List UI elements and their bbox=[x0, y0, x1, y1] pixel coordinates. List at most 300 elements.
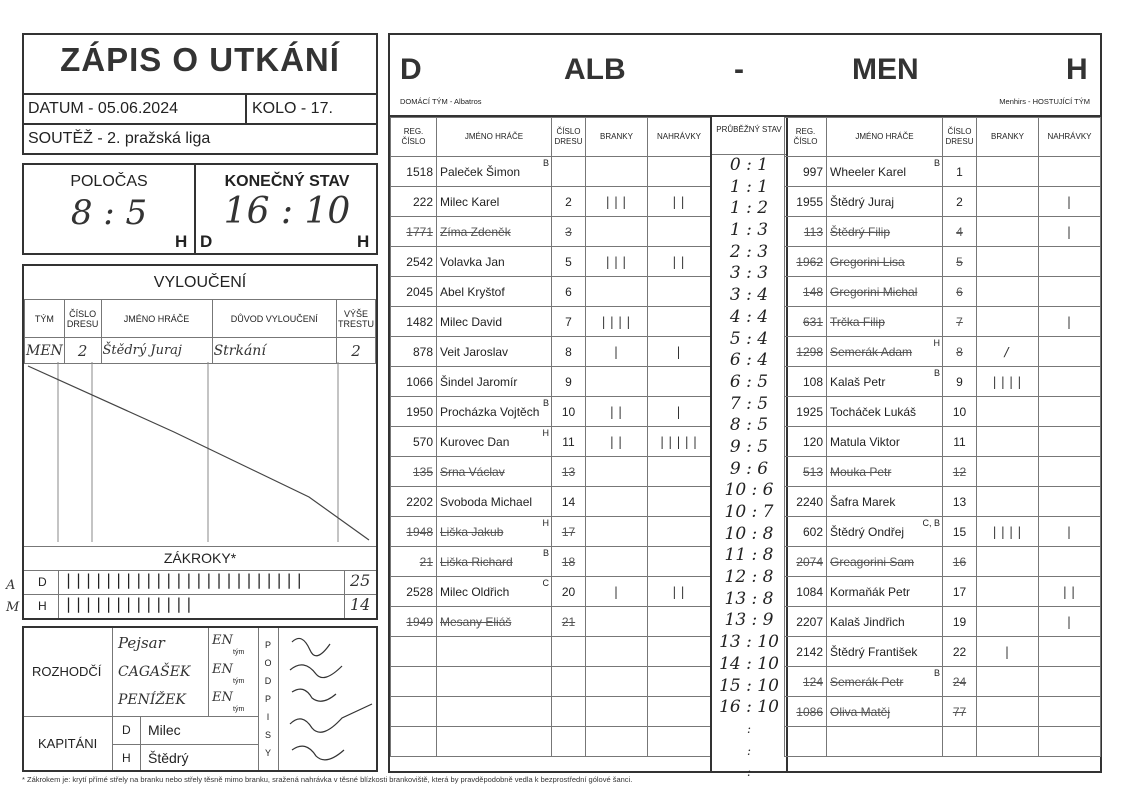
table-row bbox=[391, 277, 711, 307]
cell-reg bbox=[785, 547, 827, 577]
table-row bbox=[785, 457, 1101, 487]
cell-goals bbox=[586, 637, 648, 667]
col-reason: DŮVOD VYLOUČENÍ bbox=[212, 300, 336, 338]
cell-assists bbox=[648, 367, 711, 397]
cell-name bbox=[827, 247, 943, 277]
saves-d-total: 25 bbox=[350, 571, 371, 590]
player-goals: ||| bbox=[604, 194, 629, 209]
player-goals: ||| bbox=[604, 254, 629, 269]
final-score: 16 : 10 bbox=[223, 191, 351, 232]
side-mark-a: A bbox=[6, 578, 16, 593]
away-col-reg: REG. ČÍSLO bbox=[785, 118, 827, 157]
player-name: Oliva Matěj bbox=[830, 704, 891, 719]
player-num: 21 bbox=[561, 614, 576, 629]
player-name: Štědrý František bbox=[830, 644, 918, 659]
player-name: Mouka Petr bbox=[830, 464, 892, 479]
player-reg: 2542 bbox=[406, 254, 433, 269]
captain-h-name: Štědrý bbox=[148, 750, 189, 766]
table-row bbox=[785, 667, 1101, 697]
player-name: Milec David bbox=[440, 314, 503, 329]
table-row bbox=[785, 337, 1101, 367]
progress-score: 10 : 7 bbox=[724, 502, 774, 522]
score-box bbox=[22, 163, 378, 255]
cell-assists bbox=[648, 277, 711, 307]
cell-goals bbox=[586, 367, 648, 397]
progress-score: 14 : 10 bbox=[719, 653, 779, 674]
cell-reg bbox=[785, 727, 827, 757]
cell-goals bbox=[977, 187, 1039, 217]
player-assists: | bbox=[1065, 224, 1074, 239]
col-team: TÝM bbox=[25, 300, 65, 338]
match-date: DATUM - 05.06.2024 bbox=[28, 100, 178, 117]
cell-goals bbox=[977, 577, 1039, 607]
player-name: Liška Jakub bbox=[440, 524, 504, 539]
player-num: 6 bbox=[565, 284, 572, 299]
referee-3-team: EN bbox=[212, 690, 233, 705]
cell-reg bbox=[391, 307, 437, 337]
signatures-label: P O D P I S Y bbox=[264, 640, 272, 758]
cell-reg bbox=[391, 547, 437, 577]
cell-name bbox=[437, 367, 552, 397]
player-reg: 1298 bbox=[796, 344, 823, 359]
away-players-table bbox=[784, 117, 1101, 757]
exclusions-box bbox=[22, 264, 378, 620]
player-num: 6 bbox=[956, 284, 963, 299]
cell-num bbox=[552, 367, 586, 397]
away-col-assists: NAHRÁVKY bbox=[1039, 118, 1101, 157]
cell-name bbox=[827, 667, 943, 697]
cell-goals bbox=[977, 637, 1039, 667]
referee-3: PENÍŽEK bbox=[118, 692, 186, 708]
cell-assists bbox=[1039, 307, 1101, 337]
player-reg: 1955 bbox=[796, 194, 823, 209]
cell-goals bbox=[586, 217, 648, 247]
table-row bbox=[785, 607, 1101, 637]
cell-num bbox=[552, 247, 586, 277]
cell-reg bbox=[785, 427, 827, 457]
cell-reg bbox=[391, 457, 437, 487]
player-num: 77 bbox=[952, 704, 967, 719]
cell-reg bbox=[391, 337, 437, 367]
player-reg: 148 bbox=[802, 284, 823, 299]
table-row bbox=[391, 577, 711, 607]
cell-goals bbox=[586, 187, 648, 217]
cell-num bbox=[552, 517, 586, 547]
player-name: Gregorini Lisa bbox=[830, 254, 905, 269]
cell-num bbox=[943, 487, 977, 517]
cell-reg bbox=[391, 247, 437, 277]
cell-name bbox=[437, 217, 552, 247]
table-row bbox=[391, 607, 711, 637]
cell-num bbox=[552, 427, 586, 457]
player-name: Paleček Šimon bbox=[440, 164, 521, 179]
referee-1-team-small: tým bbox=[233, 649, 245, 656]
cell-goals bbox=[586, 607, 648, 637]
progress-score: 9 : 5 bbox=[729, 436, 769, 457]
cell-assists bbox=[1039, 607, 1101, 637]
player-goals: / bbox=[1003, 344, 1012, 359]
player-name: Šafra Marek bbox=[830, 494, 896, 509]
captain-h-side: H bbox=[122, 751, 131, 765]
cell-reg bbox=[391, 727, 437, 757]
cell-num bbox=[552, 697, 586, 727]
player-goals: | bbox=[612, 344, 621, 359]
progress-column bbox=[710, 117, 788, 780]
table-row bbox=[785, 397, 1101, 427]
player-flag: H bbox=[542, 518, 549, 528]
cell-name bbox=[437, 307, 552, 337]
player-name: Šindel Jaromír bbox=[440, 374, 518, 389]
cell-assists bbox=[648, 487, 711, 517]
player-reg: 1771 bbox=[406, 224, 433, 239]
player-name: Milec Karel bbox=[440, 194, 500, 209]
cell-assists bbox=[648, 637, 711, 667]
cell-assists bbox=[1039, 277, 1101, 307]
cell-reg bbox=[391, 487, 437, 517]
cell-goals bbox=[586, 397, 648, 427]
cell-goals bbox=[586, 427, 648, 457]
player-reg: 1518 bbox=[406, 164, 433, 179]
cell-name bbox=[827, 517, 943, 547]
progress-score: 13 : 8 bbox=[724, 588, 774, 609]
cell-num bbox=[552, 547, 586, 577]
exclusions-grid bbox=[24, 362, 376, 552]
player-name: Mesany Eliáš bbox=[440, 614, 512, 629]
cell-goals bbox=[977, 547, 1039, 577]
table-row bbox=[785, 367, 1101, 397]
cell-goals bbox=[977, 667, 1039, 697]
player-num: 15 bbox=[952, 524, 967, 539]
exclusions-table bbox=[24, 299, 376, 364]
cell-name bbox=[827, 487, 943, 517]
cell-name bbox=[827, 397, 943, 427]
table-row bbox=[391, 217, 711, 247]
player-num: 4 bbox=[956, 224, 963, 239]
player-name: Kormaňák Petr bbox=[830, 584, 911, 599]
cell-name bbox=[437, 487, 552, 517]
player-num: 12 bbox=[952, 464, 967, 479]
table-row bbox=[391, 697, 711, 727]
player-assists: || bbox=[670, 254, 688, 269]
final-label: KONEČNÝ STAV bbox=[224, 173, 350, 190]
cell-goals bbox=[586, 307, 648, 337]
player-num: 14 bbox=[561, 494, 576, 509]
player-name: Veit Jaroslav bbox=[440, 344, 509, 359]
home-letter: D bbox=[400, 53, 422, 86]
cell-goals bbox=[977, 697, 1039, 727]
cell-num bbox=[943, 577, 977, 607]
cell-name bbox=[437, 187, 552, 217]
cell-name bbox=[827, 277, 943, 307]
cell-num bbox=[943, 547, 977, 577]
saves-d-label: D bbox=[38, 575, 47, 589]
cell-name bbox=[827, 217, 943, 247]
progress-score: : bbox=[746, 721, 752, 736]
progress-score: : bbox=[746, 743, 752, 758]
table-row bbox=[785, 727, 1101, 757]
cell-reg bbox=[785, 307, 827, 337]
player-reg: 2240 bbox=[796, 494, 823, 509]
player-reg: 135 bbox=[412, 464, 433, 479]
player-name: Volavka Jan bbox=[440, 254, 505, 269]
cell-assists bbox=[1039, 157, 1101, 187]
cell-assists bbox=[648, 517, 711, 547]
cell-name bbox=[827, 697, 943, 727]
player-flag: H bbox=[542, 428, 549, 438]
match-round: KOLO - 17. bbox=[252, 100, 333, 117]
cell-reg bbox=[785, 577, 827, 607]
table-row bbox=[391, 457, 711, 487]
player-num: 2 bbox=[956, 194, 963, 209]
cell-goals bbox=[977, 247, 1039, 277]
cell-goals bbox=[586, 727, 648, 757]
match-sheet bbox=[388, 33, 1102, 780]
progress-score: 0 : 1 bbox=[729, 155, 769, 175]
cell-num bbox=[943, 637, 977, 667]
player-num: 17 bbox=[561, 524, 576, 539]
cell-reg bbox=[391, 157, 437, 187]
player-num: 5 bbox=[565, 254, 572, 269]
referee-2-team-small: tým bbox=[233, 678, 245, 685]
player-flag: B bbox=[542, 548, 549, 558]
cell-assists bbox=[1039, 577, 1101, 607]
table-row bbox=[391, 487, 711, 517]
cell-num bbox=[943, 277, 977, 307]
cell-name bbox=[437, 397, 552, 427]
player-num: 22 bbox=[952, 644, 967, 659]
cell-goals bbox=[586, 697, 648, 727]
cell-goals bbox=[977, 367, 1039, 397]
cell-assists bbox=[1039, 727, 1101, 757]
referee-2-team: EN bbox=[212, 662, 233, 677]
progress-score: 5 : 4 bbox=[729, 328, 769, 349]
cell-reg bbox=[785, 607, 827, 637]
player-name: Srna Václav bbox=[440, 464, 505, 479]
table-row bbox=[391, 157, 711, 187]
saves-d-marks: |||||||||||||||||||||||| bbox=[64, 571, 305, 589]
cell-num bbox=[943, 517, 977, 547]
player-reg: 113 bbox=[803, 224, 823, 239]
table-row bbox=[391, 307, 711, 337]
player-flag: C bbox=[542, 578, 549, 588]
player-name: Milec Oldřich bbox=[440, 584, 510, 599]
saves-h-marks: ||||||||||||| bbox=[64, 595, 195, 613]
excl-number: 2 bbox=[64, 338, 101, 364]
cell-num bbox=[943, 397, 977, 427]
progress-score: 13 : 9 bbox=[724, 610, 774, 631]
cell-name bbox=[437, 667, 552, 697]
progress-score: 10 : 6 bbox=[724, 480, 774, 501]
home-col-assists: NAHRÁVKY bbox=[648, 118, 711, 157]
cell-assists bbox=[1039, 697, 1101, 727]
player-goals: || bbox=[608, 404, 625, 419]
table-row bbox=[391, 187, 711, 217]
player-num: 7 bbox=[956, 314, 963, 329]
cell-goals bbox=[977, 307, 1039, 337]
player-num: 10 bbox=[952, 404, 967, 419]
player-reg: 1949 bbox=[406, 614, 433, 629]
player-flag: B bbox=[542, 158, 549, 168]
cell-assists bbox=[1039, 637, 1101, 667]
cell-num bbox=[943, 667, 977, 697]
player-num: 2 bbox=[565, 194, 572, 209]
halftime-label: POLOČAS bbox=[70, 173, 148, 190]
teams-dash: - bbox=[734, 53, 744, 86]
excl-reason: Strkání bbox=[212, 338, 336, 364]
player-reg: 124 bbox=[802, 674, 823, 689]
table-row bbox=[785, 157, 1101, 187]
cell-num bbox=[943, 697, 977, 727]
cell-assists bbox=[1039, 547, 1101, 577]
cell-goals bbox=[977, 277, 1039, 307]
cell-name bbox=[827, 607, 943, 637]
player-goals: || bbox=[608, 434, 625, 449]
progress-score: 6 : 4 bbox=[729, 350, 769, 371]
cell-name bbox=[437, 517, 552, 547]
captains-label: KAPITÁNI bbox=[38, 736, 98, 751]
away-code: MEN bbox=[852, 53, 919, 86]
cell-goals bbox=[586, 277, 648, 307]
cell-goals bbox=[586, 337, 648, 367]
player-num: 17 bbox=[952, 584, 967, 599]
table-row bbox=[391, 517, 711, 547]
table-row bbox=[391, 247, 711, 277]
excl-penalty: 2 bbox=[336, 338, 375, 364]
player-name: Matula Viktor bbox=[830, 434, 900, 449]
player-assists: | bbox=[1065, 524, 1074, 539]
referee-3-team-small: tým bbox=[233, 706, 245, 713]
progress-score: 7 : 5 bbox=[729, 393, 769, 414]
cell-assists bbox=[1039, 397, 1101, 427]
cell-goals bbox=[977, 457, 1039, 487]
cell-assists bbox=[648, 337, 711, 367]
cell-goals bbox=[977, 427, 1039, 457]
player-reg: 1962 bbox=[796, 254, 823, 269]
player-reg: 513 bbox=[802, 464, 823, 479]
player-reg: 1066 bbox=[406, 374, 433, 389]
player-assists: | bbox=[1065, 614, 1074, 629]
cell-assists bbox=[1039, 337, 1101, 367]
cell-assists bbox=[1039, 457, 1101, 487]
cell-goals bbox=[586, 457, 648, 487]
player-assists: | bbox=[1065, 194, 1074, 209]
cell-num bbox=[943, 607, 977, 637]
progress-score: 8 : 5 bbox=[729, 415, 769, 436]
cell-name bbox=[437, 607, 552, 637]
cell-name bbox=[437, 547, 552, 577]
saves-title: ZÁKROKY* bbox=[163, 550, 237, 566]
cell-reg bbox=[785, 187, 827, 217]
cell-num bbox=[552, 337, 586, 367]
home-col-number: ČÍSLO DRESU bbox=[552, 118, 586, 157]
cell-reg bbox=[785, 637, 827, 667]
player-reg: 108 bbox=[802, 374, 823, 389]
cell-reg bbox=[391, 217, 437, 247]
player-num: 18 bbox=[561, 554, 576, 569]
player-name: Gregorini Michal bbox=[830, 284, 918, 299]
cell-reg bbox=[391, 367, 437, 397]
cell-assists bbox=[648, 697, 711, 727]
table-row bbox=[391, 667, 711, 697]
table-row bbox=[785, 487, 1101, 517]
cell-goals bbox=[977, 727, 1039, 757]
cell-assists bbox=[648, 547, 711, 577]
cell-num bbox=[943, 727, 977, 757]
player-assists: ||||| bbox=[658, 434, 700, 449]
player-name: Greagorini Sam bbox=[830, 554, 915, 569]
col-name: JMÉNO HRÁČE bbox=[101, 300, 212, 338]
cell-num bbox=[552, 607, 586, 637]
player-assists: | bbox=[674, 404, 684, 419]
progress-score: 2 : 3 bbox=[729, 241, 769, 262]
table-row bbox=[785, 697, 1101, 727]
progress-score: 1 : 3 bbox=[729, 220, 769, 241]
cell-goals bbox=[977, 517, 1039, 547]
cell-reg bbox=[785, 367, 827, 397]
table-row bbox=[391, 397, 711, 427]
cell-name bbox=[827, 457, 943, 487]
cell-assists bbox=[648, 727, 711, 757]
player-num: 20 bbox=[561, 584, 576, 599]
player-num: 9 bbox=[956, 374, 963, 389]
progress-score: 9 : 6 bbox=[729, 458, 769, 479]
cell-reg bbox=[785, 517, 827, 547]
table-row bbox=[391, 367, 711, 397]
cell-num bbox=[552, 397, 586, 427]
cell-name bbox=[827, 547, 943, 577]
player-flag: B bbox=[933, 158, 940, 168]
player-goals: | bbox=[1003, 644, 1012, 659]
excl-team: MEN bbox=[25, 338, 65, 364]
cell-reg bbox=[391, 187, 437, 217]
player-num: 9 bbox=[565, 374, 572, 389]
player-name: Kalaš Petr bbox=[830, 374, 886, 389]
player-reg: 1084 bbox=[796, 584, 823, 599]
player-num: 11 bbox=[562, 434, 575, 449]
table-row bbox=[785, 427, 1101, 457]
cell-assists bbox=[648, 607, 711, 637]
cell-goals bbox=[977, 487, 1039, 517]
progress-score: 3 : 4 bbox=[729, 285, 769, 306]
table-row bbox=[391, 427, 711, 457]
progress-header: PRŮBĚŽNÝ STAV bbox=[712, 117, 786, 155]
footnote: * Zákrokem je: krytí přímé střely na branku nebo střely těsně mimo branku, sražená nahrávka v těsné blízkosti brankoviště, která by pravděpodobně vedla k bezprostřední gólové šanci. bbox=[22, 775, 633, 784]
player-reg: 878 bbox=[412, 344, 433, 359]
player-num: 8 bbox=[565, 344, 572, 359]
table-row bbox=[785, 517, 1101, 547]
home-col-goals: BRANKY bbox=[586, 118, 648, 157]
away-col-number: ČÍSLO DRESU bbox=[943, 118, 977, 157]
cell-reg bbox=[785, 277, 827, 307]
cell-assists bbox=[648, 667, 711, 697]
player-num: 7 bbox=[565, 314, 572, 329]
cell-name bbox=[437, 247, 552, 277]
cell-num bbox=[552, 157, 586, 187]
cell-assists bbox=[1039, 487, 1101, 517]
player-name: Zíma Zdeněk bbox=[440, 224, 511, 239]
cell-name bbox=[827, 187, 943, 217]
table-row bbox=[785, 637, 1101, 667]
cell-assists bbox=[648, 577, 711, 607]
player-goals: |||| bbox=[991, 374, 1024, 389]
progress-score: 4 : 4 bbox=[729, 306, 769, 327]
cell-name bbox=[827, 337, 943, 367]
col-number: ČÍSLO DRESU bbox=[64, 300, 101, 338]
cell-name bbox=[827, 727, 943, 757]
cell-goals bbox=[977, 217, 1039, 247]
table-row bbox=[785, 247, 1101, 277]
cell-name bbox=[437, 727, 552, 757]
